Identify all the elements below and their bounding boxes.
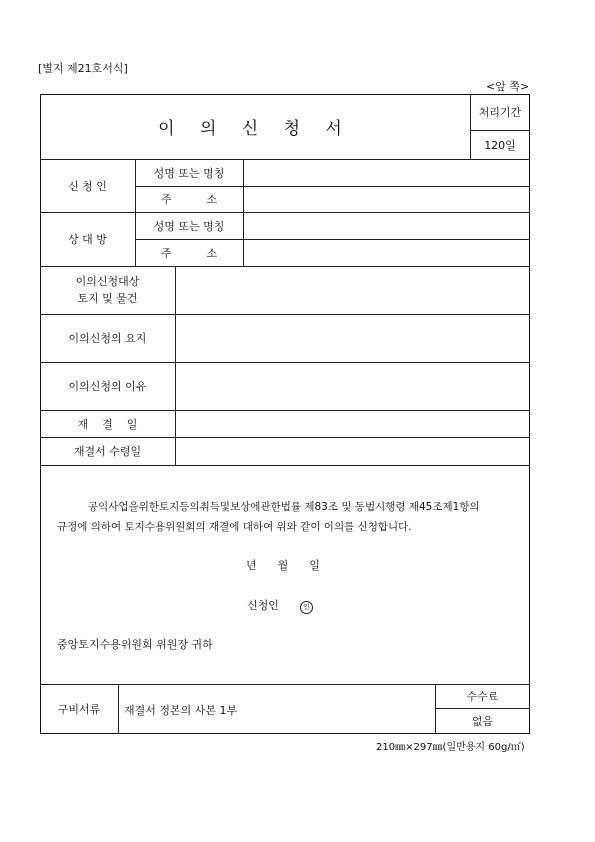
applicant-address-label: 주 소 (160, 193, 218, 206)
docs-value: 재결서 정본의 사본 1부 (124, 704, 238, 717)
paper-spec: 210㎜×297㎜(일반용지 60g/㎡) (376, 742, 525, 753)
application-date: 년 월 일 (246, 559, 320, 572)
applicant-signature (247, 597, 313, 614)
decision-date-label: 재 결 일 (77, 417, 138, 431)
seal-mark: 인 (300, 601, 313, 614)
docs-label: 구비서류 (57, 703, 101, 716)
counterparty-group-label: 상 대 방 (68, 233, 107, 246)
addressee: 중앙토지수용위원회 위원장 귀하 (57, 638, 213, 651)
statement-line-2: 규정에 의하여 토지수용위원회의 재결에 대하여 위와 같이 이의를 신청합니다. (57, 521, 412, 533)
applicant-name-label: 성명 또는 명칭 (153, 166, 225, 180)
reason-label: 이의신청의 이유 (68, 380, 147, 393)
target-label-line2: 토지 및 물건 (77, 292, 138, 305)
rule (40, 465, 530, 466)
rule (118, 684, 119, 734)
fee-value: 없음 (471, 715, 494, 728)
form-title: 이 의 신 청 서 (158, 119, 352, 139)
rule (175, 266, 176, 465)
applicant-sign-label: 신청인 (247, 599, 279, 612)
rule (243, 159, 244, 266)
receipt-date-label: 재결서 수령일 (73, 445, 142, 458)
target-label (40, 266, 175, 314)
processing-period-value: 120일 (484, 138, 516, 152)
processing-period-label: 처리기간 (478, 106, 522, 119)
counterparty-address-label: 주 소 (160, 246, 218, 260)
counterparty-name-label: 성명 또는 명칭 (153, 219, 225, 233)
form-number: [별지 제21호서식] (38, 62, 128, 75)
statement-line-1: 공익사업을위한토지등의취득및보상에관한법률 제83조 및 동법시행령 제45조제1항의 (88, 501, 480, 513)
gist-label: 이의신청의 요지 (68, 332, 147, 345)
target-label-line1: 이의신청대상 (75, 275, 140, 288)
fee-label: 수수료 (466, 690, 499, 703)
page-side-label: <앞 쪽> (486, 80, 530, 93)
applicant-group-label: 신 청 인 (68, 179, 107, 193)
